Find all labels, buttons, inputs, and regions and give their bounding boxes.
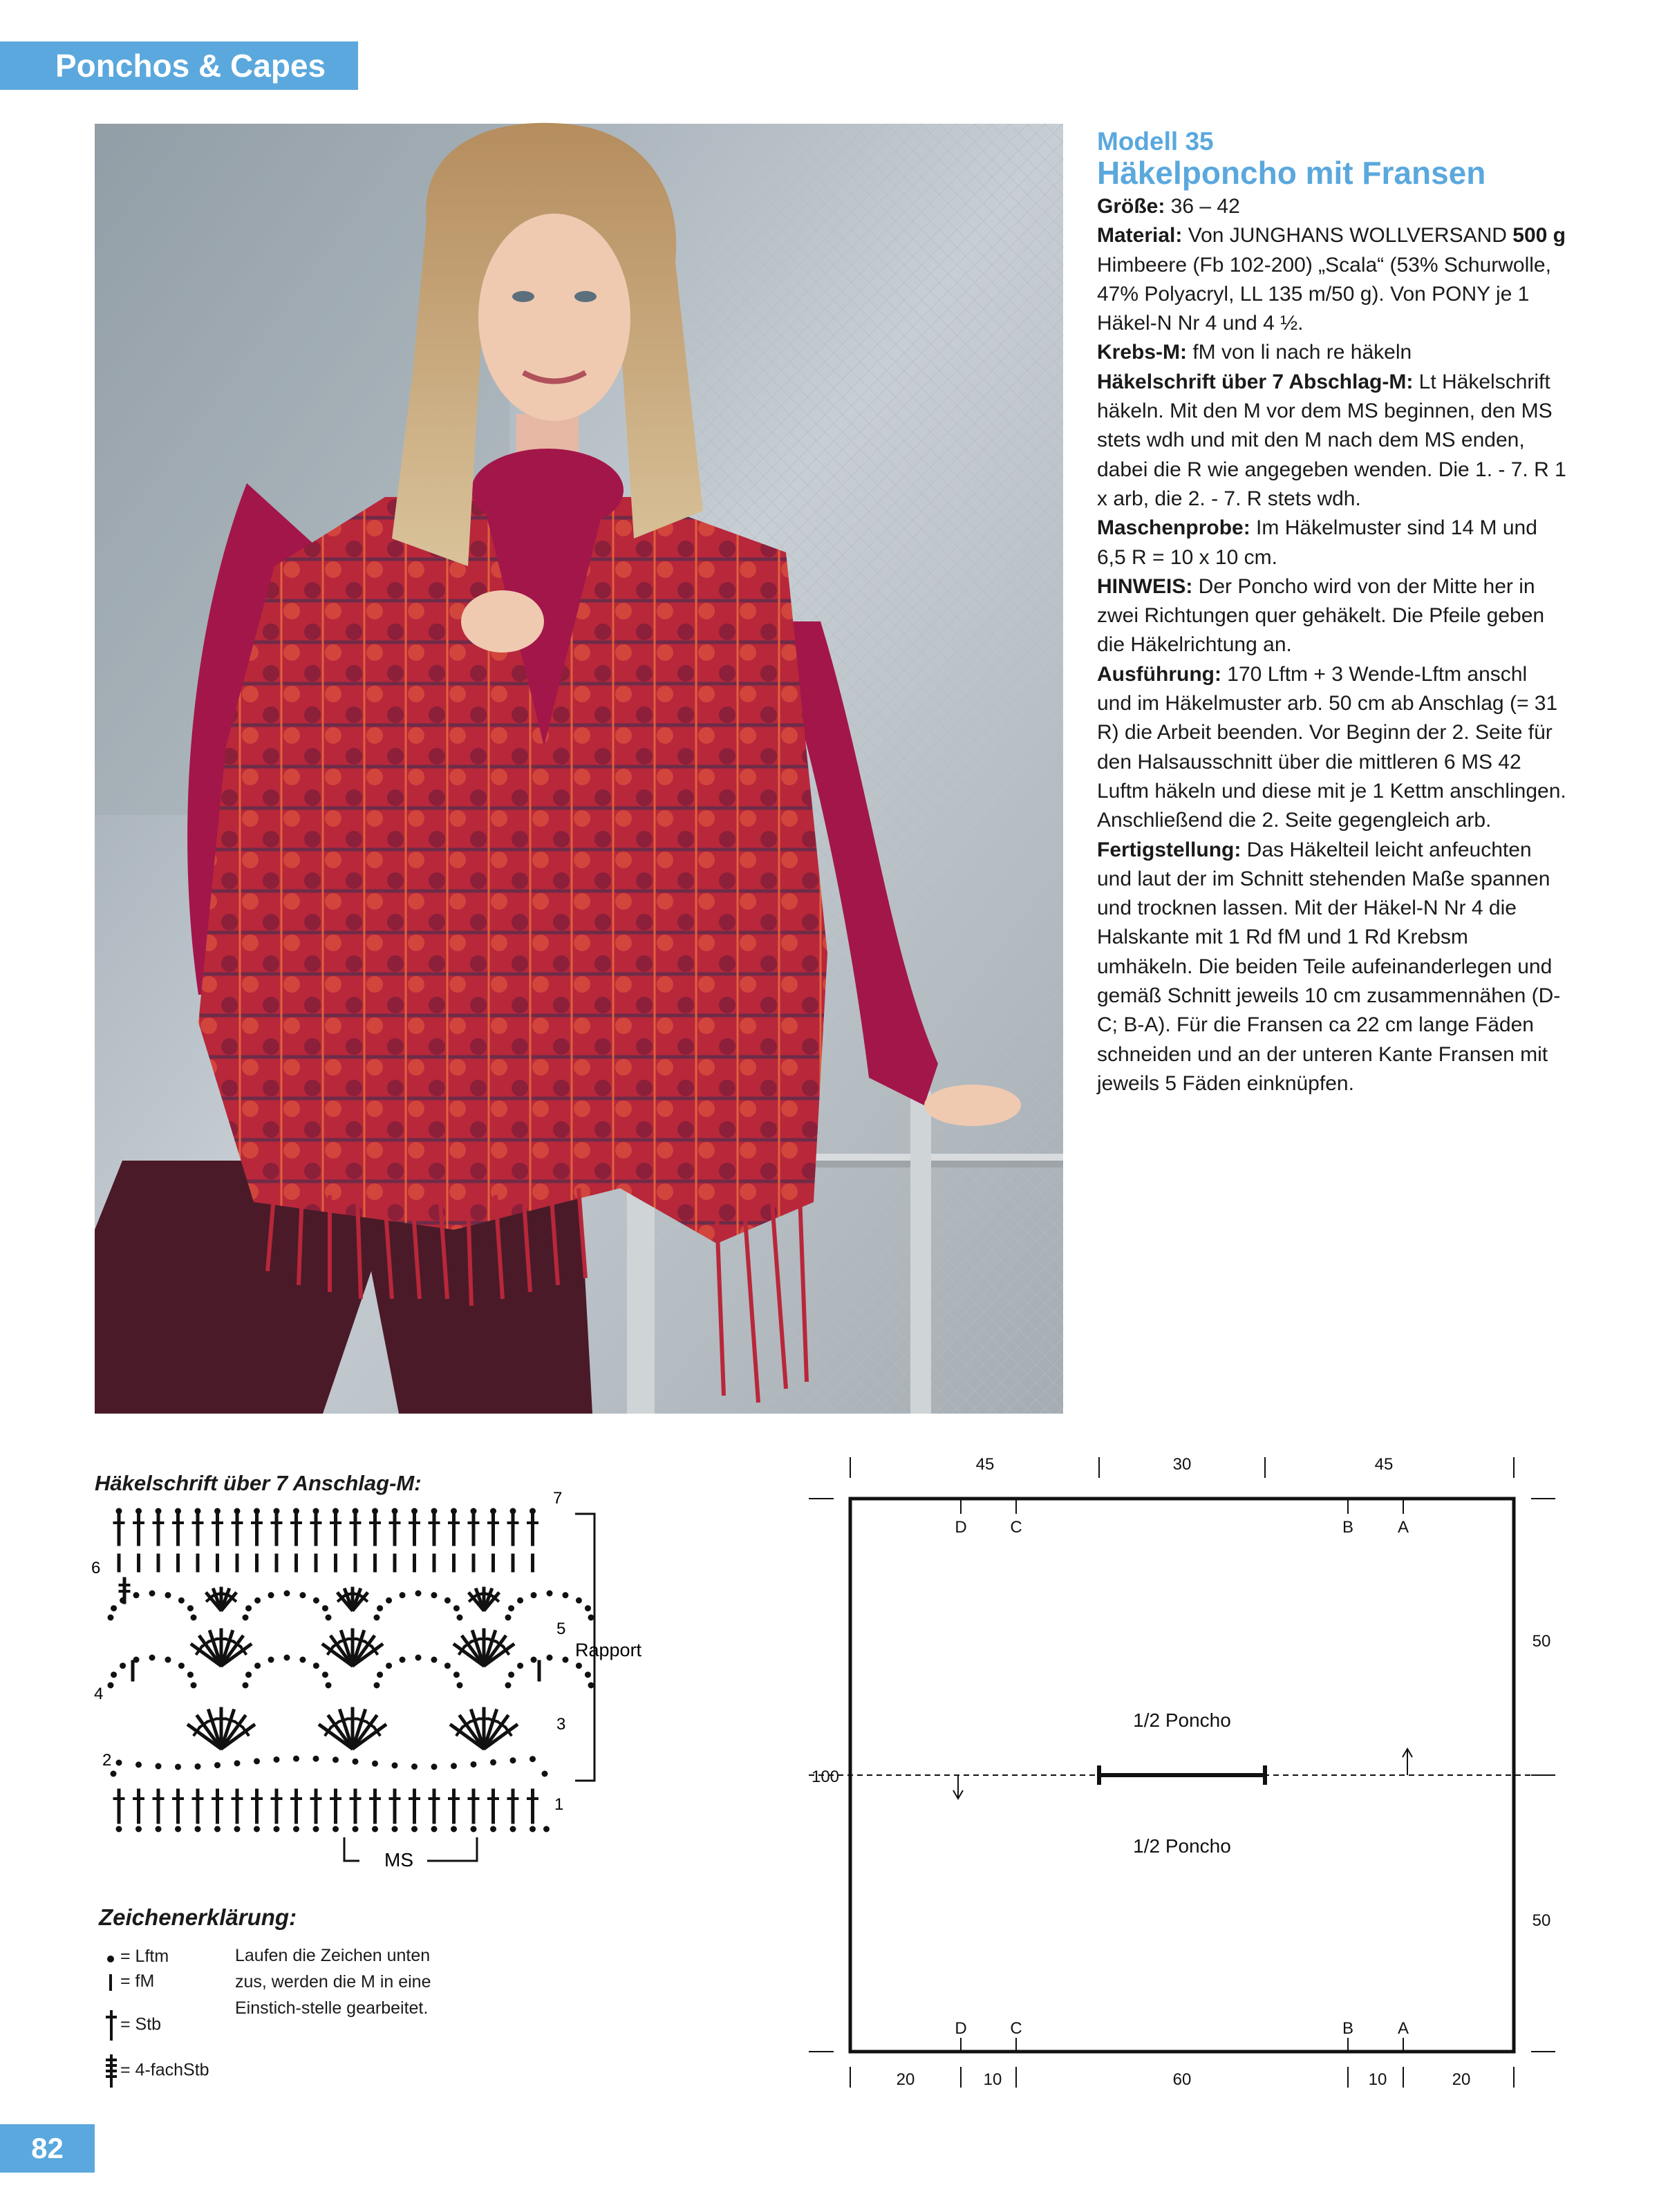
ms-label: MS: [384, 1849, 413, 1871]
chain-stitch-mark: [294, 1756, 299, 1761]
chain-stitch-mark: [274, 1826, 279, 1832]
double-crochet-mark: [271, 1514, 282, 1546]
single-crochet-mark: [315, 1554, 317, 1572]
chain-stitch-mark: [491, 1760, 496, 1765]
double-crochet-mark: [429, 1514, 440, 1546]
chain-stitch-mark: [284, 1655, 290, 1660]
chain-stitch-mark: [518, 1597, 523, 1603]
chain-stitch-mark: [431, 1764, 437, 1770]
chain-stitch-mark: [563, 1593, 568, 1598]
double-crochet-mark: [291, 1789, 302, 1824]
legend-item-sc: = fM: [104, 1967, 154, 1995]
chain-stitch-mark: [108, 1615, 113, 1620]
double-crochet-mark: [350, 1514, 361, 1546]
chain-stitch-mark: [120, 1663, 126, 1669]
chain-stitch-mark: [116, 1508, 122, 1514]
chain-stitch-mark: [491, 1508, 496, 1514]
double-crochet-mark: [232, 1789, 243, 1824]
crochet-chart: [83, 1489, 677, 1887]
right-dim-1: 50: [1532, 1632, 1551, 1651]
chain-stitch-mark: [451, 1826, 457, 1832]
chain-stitch-mark: [294, 1826, 299, 1832]
chain-stitch-mark: [136, 1508, 142, 1514]
chain-stitch-mark: [156, 1826, 161, 1832]
chain-stitch-mark: [300, 1657, 306, 1662]
row-label-3: 3: [556, 1715, 566, 1734]
single-crochet-mark: [295, 1554, 298, 1572]
chain-stitch-mark: [457, 1615, 462, 1620]
double-crochet-mark: [389, 1514, 400, 1546]
chain-stitch-mark: [547, 1591, 552, 1596]
double-crochet-mark: [488, 1789, 499, 1824]
chain-stitch-mark: [415, 1655, 421, 1660]
chain-stitch-mark: [530, 1756, 536, 1762]
chain-stitch-mark: [471, 1826, 476, 1832]
chain-stitch-mark: [313, 1597, 319, 1603]
double-crochet-mark: [212, 1514, 223, 1546]
chain-stitch-mark: [588, 1683, 594, 1688]
upper-half-label: 1/2 Poncho: [1133, 1709, 1231, 1731]
marker-top-c: C: [1010, 1518, 1022, 1537]
marker-top-d: D: [955, 1518, 967, 1537]
chain-stitch-mark: [176, 1508, 181, 1514]
single-crochet-mark: [512, 1554, 514, 1572]
chain-stitch-mark: [471, 1761, 476, 1767]
single-crochet-mark: [196, 1554, 199, 1572]
chain-stitch-mark: [234, 1761, 240, 1766]
double-crochet-mark: [113, 1514, 124, 1546]
chain-stitch-mark: [412, 1764, 418, 1770]
note-paragraph: HINWEIS: Der Poncho wird von der Mitte her in zwei Richtungen quer gehäkelt. Die Pfeile geben die Häkelrichtung an.: [1097, 574, 1545, 657]
chain-stitch-mark: [518, 1663, 523, 1669]
top-dim-2: 30: [1172, 1455, 1192, 1474]
chain-stitch-mark: [254, 1759, 260, 1764]
double-crochet-mark: [173, 1789, 184, 1824]
chain-stitch-mark: [246, 1672, 252, 1678]
chain-stitch-mark: [392, 1508, 397, 1514]
chain-stitch-mark: [322, 1606, 328, 1611]
legend-item-dc: = Stb: [104, 2009, 161, 2042]
single-crochet-mark: [138, 1554, 140, 1572]
marker-bottom-d: D: [955, 2019, 967, 2038]
row-label-5: 5: [556, 1620, 566, 1638]
chain-stitch-mark: [353, 1759, 358, 1764]
top-dim-3: 45: [1374, 1455, 1394, 1474]
double-crochet-mark: [449, 1514, 460, 1546]
chain-stitch-mark: [156, 1763, 161, 1769]
single-crochet-mark: [275, 1554, 278, 1572]
single-crochet-mark: [374, 1554, 377, 1572]
row-label-6: 6: [91, 1559, 101, 1577]
bottom-dim-3: 60: [1172, 2070, 1192, 2089]
chain-stitch-mark: [111, 1771, 116, 1777]
chain-stitch-mark: [353, 1826, 358, 1832]
marker-bottom-b: B: [1342, 2019, 1354, 2038]
right-dim-2: 50: [1532, 1911, 1551, 1930]
chain-stitch-mark: [111, 1606, 117, 1611]
chain-stitch-mark: [392, 1763, 397, 1768]
chain-stitch-mark: [268, 1593, 274, 1598]
chain-stitch-mark: [491, 1826, 496, 1832]
chain-stitch-mark: [374, 1683, 379, 1688]
chain-stitch-mark: [326, 1615, 331, 1620]
chain-stitch-mark: [333, 1757, 339, 1763]
chain-stitch-mark: [585, 1672, 590, 1678]
chain-stitch-mark: [136, 1826, 142, 1832]
chain-stitch-mark: [313, 1663, 319, 1669]
double-crochet-mark: [212, 1789, 223, 1824]
chain-stitch-mark: [400, 1657, 405, 1662]
chain-stitch-mark: [274, 1508, 279, 1514]
double-crochet-mark: [507, 1514, 518, 1546]
chain-stitch-mark: [505, 1615, 511, 1620]
chain-stitch-mark: [313, 1508, 319, 1514]
double-crochet-mark: [468, 1514, 479, 1546]
chain-stitch-mark: [234, 1826, 240, 1832]
chain-stitch-mark: [333, 1508, 339, 1514]
chain-stitch-mark: [415, 1591, 421, 1596]
single-crochet-mark: [256, 1554, 259, 1572]
legend-heading: Zeichenerklärung:: [99, 1904, 297, 1930]
double-crochet-mark: [409, 1514, 420, 1546]
double-crochet-mark: [271, 1789, 282, 1824]
chain-stitch-mark: [178, 1663, 184, 1669]
chain-stitch-mark: [576, 1663, 581, 1669]
execution-paragraph: Ausführung: 170 Lftm + 3 Wende-Lftm anschl und im Häkelmuster arb. 50 cm ab Anschlag (= 31 R) die Arbeit beenden. Vor Beginn der 2. Seite für den Halsausschnitt über die mittleren 6 MS 42 Luftm häkeln und diese mit je 1 Kettm anschlingen. Anschließend die 2. Seite gegengleich arb.: [1097, 662, 1566, 832]
krebs-paragraph: Krebs-M: fM von li nach re häkeln: [1097, 341, 1412, 364]
top-dim-1: 45: [975, 1455, 995, 1474]
chain-stitch-mark: [215, 1508, 221, 1514]
legend-item-chain: = Lftm: [104, 1942, 169, 1970]
chain-stitch-mark: [165, 1593, 171, 1598]
chain-stitch-mark: [505, 1683, 511, 1688]
single-crochet-mark: [532, 1554, 534, 1572]
chain-stitch-mark: [187, 1672, 193, 1678]
chain-stitch-mark: [392, 1826, 397, 1832]
chain-stitch-mark: [284, 1591, 290, 1596]
single-crochet-mark: [433, 1554, 435, 1572]
single-crochet-mark: [216, 1554, 219, 1572]
double-crochet-mark: [232, 1514, 243, 1546]
row-label-2: 2: [102, 1751, 112, 1770]
double-crochet-mark: [488, 1514, 499, 1546]
chain-stitch-mark: [386, 1597, 392, 1603]
finishing-paragraph: Fertigstellung: Das Häkelteil leicht anfeuchten und laut der im Schnitt stehenden Maße spannen und trocknen lassen. Mit der Häkel-N Nr 4 die Halskante mit 1 Rd fM und 1 Rd Krebsm umhäkeln. Die beiden Teile aufeinanderlegen und gemäß Schnitt jeweils 10 cm zusammennähen (D-C; B-A). Für die Fransen ca 22 cm lange Fäden schneiden und an der unteren Kante Fransen mit jeweils 5 Fäden einknüpfen.: [1097, 838, 1561, 1095]
chain-stitch-mark: [373, 1826, 378, 1832]
chain-stitch-mark: [531, 1657, 536, 1662]
chain-stitch-mark: [108, 1683, 113, 1688]
single-crochet-mark: [335, 1554, 337, 1572]
single-crochet-mark: [157, 1554, 160, 1572]
chain-stitch-mark: [453, 1672, 459, 1678]
chain-stitch-mark: [234, 1508, 240, 1514]
chain-stitch-mark: [176, 1826, 181, 1832]
chain-stitch-mark: [116, 1760, 122, 1765]
double-crochet-mark: [389, 1789, 400, 1824]
chain-stitch-mark: [510, 1508, 516, 1514]
chain-stitch-mark: [431, 1508, 437, 1514]
chain-stitch-mark: [215, 1826, 221, 1832]
double-crochet-mark: [429, 1789, 440, 1824]
double-crochet-mark: [310, 1514, 321, 1546]
chain-stitch-mark: [333, 1826, 339, 1832]
chain-stitch-mark: [451, 1508, 457, 1514]
single-crochet-mark: [413, 1554, 416, 1572]
double-crochet-mark: [370, 1789, 381, 1824]
double-crochet-mark: [507, 1789, 518, 1824]
poncho-schematic: [795, 1445, 1569, 2108]
chain-dot-icon: [104, 1947, 120, 1967]
chain-stitch-mark: [377, 1606, 383, 1611]
chain-stitch-mark: [544, 1826, 550, 1832]
chain-stitch-mark: [510, 1758, 516, 1763]
single-crochet-mark: [492, 1554, 495, 1572]
legend-item-4dc: = 4-fachStb: [104, 2053, 209, 2089]
double-crochet-mark: [449, 1789, 460, 1824]
chain-stitch-mark: [453, 1606, 459, 1611]
row-label-7: 7: [553, 1489, 563, 1508]
chain-stitch-mark: [542, 1771, 547, 1777]
chain-stitch-mark: [156, 1508, 161, 1514]
double-crochet-mark: [192, 1789, 203, 1824]
bottom-dim-2: 10: [983, 2070, 1002, 2089]
left-dim: 100: [811, 1768, 840, 1786]
marker-bottom-a: A: [1397, 2019, 1409, 2038]
model-number: Modell 35: [1097, 127, 1214, 156]
marker-top-a: A: [1397, 1518, 1409, 1537]
chain-stitch-mark: [451, 1763, 457, 1769]
chain-stitch-mark: [133, 1593, 139, 1598]
crochet-chart-heading: Häkelschrift über 7 Anschlag-M:: [95, 1471, 422, 1495]
chain-stitch-mark: [187, 1606, 193, 1611]
lower-half-label: 1/2 Poncho: [1133, 1835, 1231, 1857]
gauge-paragraph: Maschenprobe: Im Häkelmuster sind 14 M und 6,5 R = 10 x 10 cm.: [1097, 516, 1537, 569]
chain-stitch-mark: [254, 1826, 260, 1832]
bottom-dim-5: 20: [1452, 2070, 1471, 2089]
chain-stitch-mark: [149, 1591, 155, 1596]
chain-stitch-mark: [294, 1508, 299, 1514]
chain-stitch-mark: [377, 1672, 383, 1678]
double-crochet-mark: [133, 1789, 144, 1824]
chain-stitch-mark: [585, 1606, 590, 1611]
chain-stitch-mark: [111, 1672, 117, 1678]
chain-stitch-mark: [400, 1593, 405, 1598]
double-crochet-mark: [291, 1514, 302, 1546]
chain-stitch-mark: [509, 1672, 514, 1678]
chain-stitch-mark: [547, 1655, 552, 1660]
chain-stitch-mark: [195, 1763, 200, 1769]
single-crochet-mark: [131, 1660, 134, 1681]
chain-stitch-mark: [471, 1508, 476, 1514]
bottom-dim-1: 20: [896, 2070, 915, 2089]
chain-stitch-mark: [300, 1593, 306, 1598]
chain-stitch-mark: [322, 1672, 328, 1678]
chain-stitch-mark: [191, 1615, 196, 1620]
chain-stitch-mark: [531, 1593, 536, 1598]
double-crochet-mark: [330, 1789, 341, 1824]
chain-stitch-mark: [149, 1655, 155, 1660]
chain-stitch-mark: [563, 1657, 568, 1662]
chain-stitch-mark: [431, 1657, 437, 1662]
chain-stitch-mark: [374, 1615, 379, 1620]
bottom-dim-4: 10: [1368, 2070, 1387, 2089]
chain-stitch-mark: [353, 1508, 358, 1514]
model-photo-illustration: [95, 124, 1063, 1414]
chain-stitch-mark: [255, 1663, 261, 1669]
single-crochet-mark: [393, 1554, 396, 1572]
chain-stitch-mark: [457, 1683, 462, 1688]
chain-stitch-mark: [243, 1615, 248, 1620]
chain-stitch-mark: [530, 1508, 536, 1514]
single-crochet-mark: [472, 1554, 475, 1572]
chain-stitch-mark: [246, 1606, 252, 1611]
double-crochet-mark: [252, 1514, 263, 1546]
row-label-4: 4: [94, 1685, 104, 1703]
chain-stitch-mark: [313, 1826, 319, 1832]
chain-stitch-mark: [373, 1508, 378, 1514]
chain-stitch-mark: [243, 1683, 248, 1688]
chain-stitch-mark: [255, 1597, 261, 1603]
double-crochet-mark: [350, 1789, 361, 1824]
model-title: Häkelponcho mit Fransen: [1097, 155, 1486, 191]
double-crochet-mark: [468, 1789, 479, 1824]
single-crochet-mark: [177, 1554, 180, 1572]
double-crochet-mark: [113, 1789, 124, 1824]
single-crochet-mark: [354, 1554, 357, 1572]
double-crochet-mark: [252, 1789, 263, 1824]
double-crochet-mark: [153, 1789, 164, 1824]
rapport-label: Rapport: [575, 1640, 642, 1660]
single-crochet-icon: [104, 1971, 120, 1992]
section-tab: Ponchos & Capes: [0, 41, 358, 90]
chain-stitch-mark: [215, 1763, 221, 1768]
page-number: 82: [0, 2124, 95, 2173]
double-crochet-mark: [370, 1514, 381, 1546]
chain-stitch-mark: [178, 1597, 184, 1603]
chain-stitch-mark: [165, 1657, 171, 1662]
single-crochet-mark: [538, 1660, 541, 1681]
chain-stitch-mark: [444, 1597, 450, 1603]
quadruple-treble-icon: [104, 2053, 120, 2089]
chain-stitch-mark: [116, 1826, 122, 1832]
single-crochet-mark: [453, 1554, 456, 1572]
chain-stitch-mark: [412, 1508, 418, 1514]
single-crochet-mark: [236, 1554, 238, 1572]
chain-stitch-mark: [588, 1615, 594, 1620]
chain-stitch-mark: [373, 1761, 378, 1766]
chain-stitch-mark: [136, 1762, 142, 1768]
chain-stitch-mark: [254, 1508, 260, 1514]
material-paragraph: Material: Von JUNGHANS WOLLVERSAND 500 g Himbeere (Fb 102-200) „Scala“ (53% Schurwolle, 47% Polyacryl, LL 135 m/50 g). Von PONY je 1 Häkel-N Nr 4 und 4 ½.: [1097, 224, 1566, 335]
double-crochet-mark: [192, 1514, 203, 1546]
chain-stitch-mark: [313, 1756, 319, 1761]
chain-stitch-mark: [431, 1826, 437, 1832]
chain-stitch-mark: [386, 1663, 392, 1669]
single-crochet-mark: [118, 1554, 120, 1572]
direction-arrow-down-icon: [953, 1775, 963, 1799]
chain-stitch-mark: [509, 1606, 514, 1611]
double-crochet-mark: [133, 1514, 144, 1546]
double-crochet-mark: [527, 1514, 538, 1546]
double-crochet-mark: [409, 1789, 420, 1824]
chart-instructions-paragraph: Häkelschrift über 7 Abschlag-M: Lt Häkelschrift häkeln. Mit den M vor dem MS beginnen, den MS stets wdh und mit den M nach dem MS enden, dabei die R wie angegeben wenden. Die 1. - 7. R 1 x arb, die 2. - 7. R stets wdh.: [1097, 370, 1566, 510]
chain-stitch-mark: [530, 1826, 536, 1832]
marker-bottom-c: C: [1010, 2019, 1022, 2038]
chain-stitch-mark: [176, 1764, 181, 1770]
chain-stitch-mark: [274, 1756, 279, 1762]
double-crochet-mark: [330, 1514, 341, 1546]
direction-arrow-up-icon: [1403, 1749, 1412, 1775]
chain-stitch-mark: [195, 1508, 200, 1514]
pattern-text: [1097, 127, 1567, 1098]
marker-top-b: B: [1342, 1518, 1354, 1537]
double-crochet-mark: [527, 1789, 538, 1824]
chain-stitch-mark: [510, 1826, 516, 1832]
chain-stitch-mark: [195, 1826, 200, 1832]
legend-note: Laufen die Zeichen unten zus, werden die M in eine Einstich-stelle gearbeitet.: [235, 1946, 431, 2018]
size-paragraph: Größe: 36 – 42: [1097, 195, 1240, 218]
chain-stitch-mark: [444, 1663, 450, 1669]
row-label-1: 1: [554, 1795, 564, 1814]
chain-stitch-mark: [326, 1683, 331, 1688]
chain-stitch-mark: [412, 1826, 418, 1832]
chain-stitch-mark: [431, 1593, 437, 1598]
chain-stitch-mark: [268, 1657, 274, 1662]
double-crochet-mark: [173, 1514, 184, 1546]
model-photo: [95, 124, 1063, 1414]
chain-stitch-mark: [191, 1683, 196, 1688]
double-crochet-mark: [310, 1789, 321, 1824]
double-crochet-icon: [104, 2009, 120, 2042]
double-crochet-mark: [153, 1514, 164, 1546]
chain-stitch-mark: [576, 1597, 581, 1603]
